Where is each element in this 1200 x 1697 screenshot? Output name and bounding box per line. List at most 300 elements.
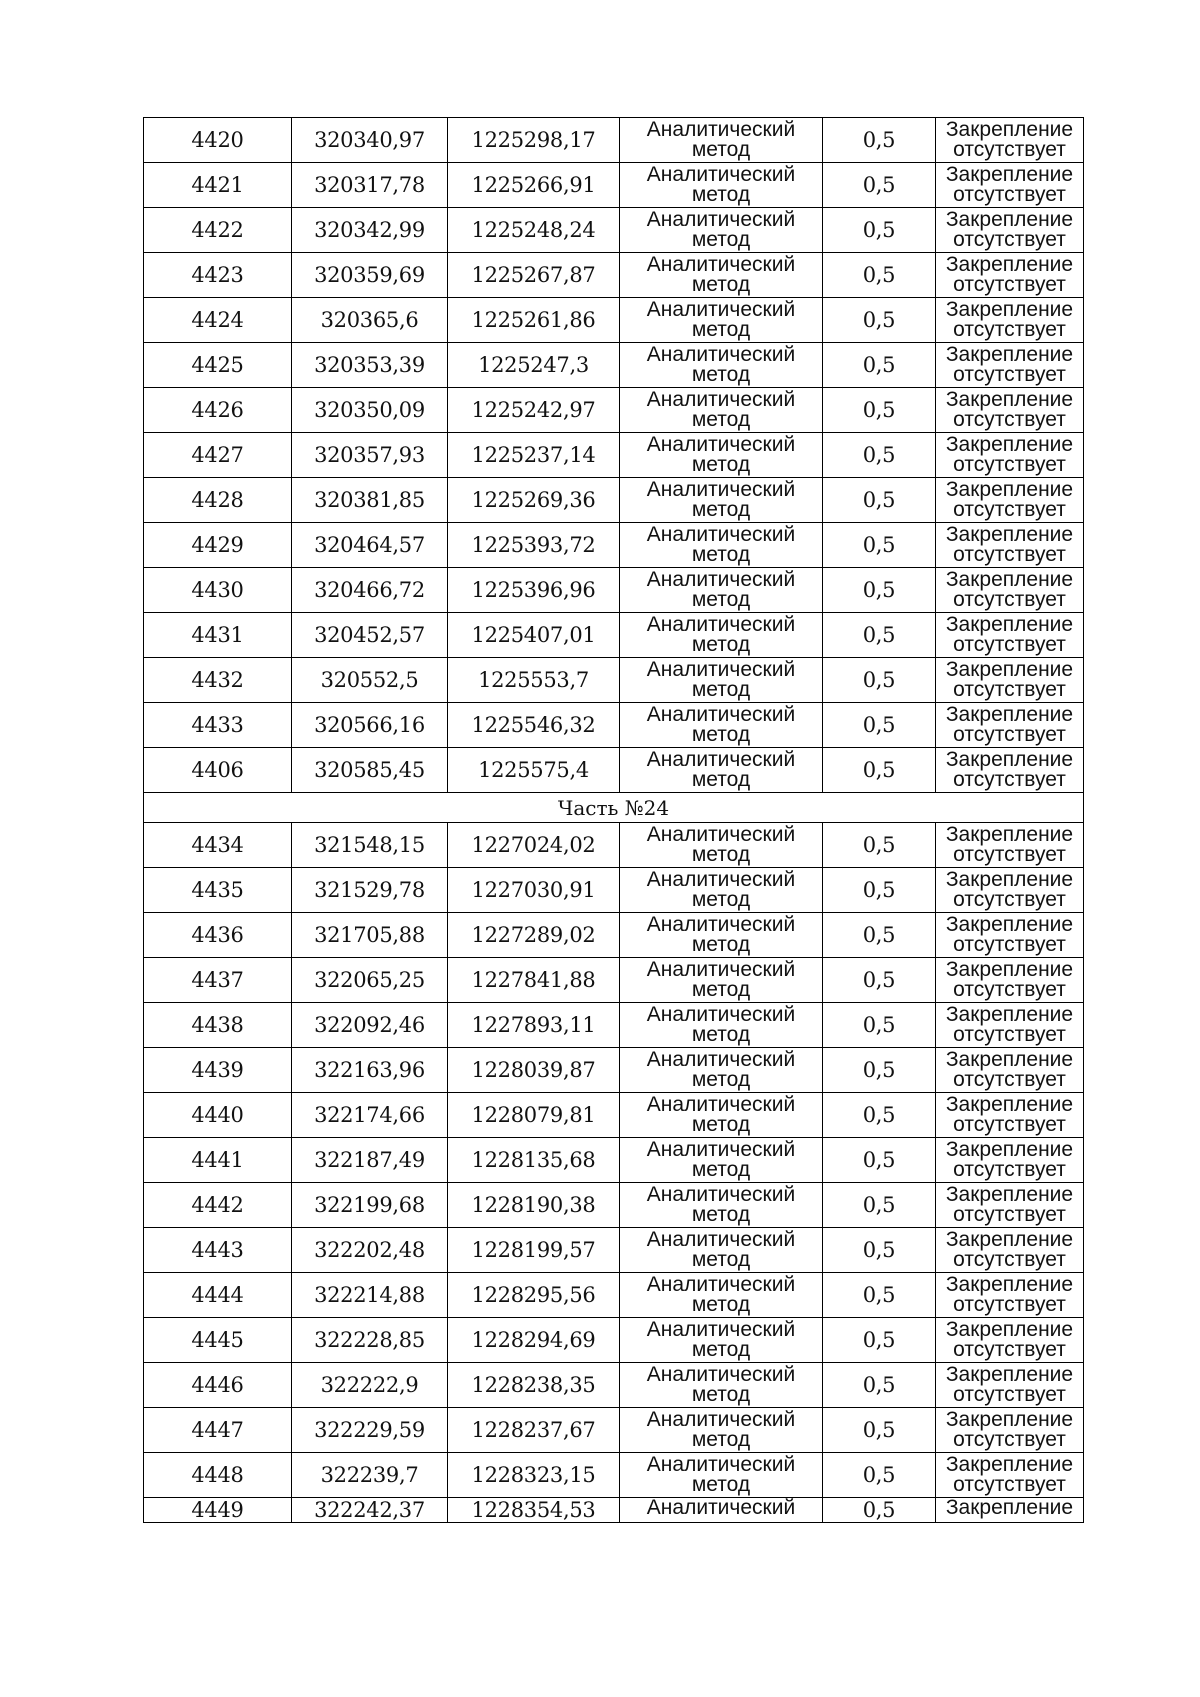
method-cell xyxy=(620,1498,823,1523)
method-line-2: метод xyxy=(691,888,751,911)
x-coordinate-cell: 320552,5 xyxy=(292,658,448,703)
point-number-cell: 4430 xyxy=(144,568,292,613)
x-coordinate-cell: 322163,96 xyxy=(292,1048,448,1093)
y-coordinate-cell: 1225267,87 xyxy=(448,253,620,298)
fixation-line-1: Закрепление xyxy=(945,523,1074,546)
fixation-line-1: Закрепление xyxy=(945,478,1074,501)
method-line-2: метод xyxy=(691,1203,751,1226)
method-cell xyxy=(620,868,823,913)
fixation-line-1: Закрепление xyxy=(945,913,1074,936)
method-line-1: Аналитический xyxy=(646,1093,796,1116)
fixation-cell xyxy=(936,1273,1084,1318)
y-coordinate-cell: 1225396,96 xyxy=(448,568,620,613)
y-coordinate-cell: 1228295,56 xyxy=(448,1273,620,1318)
point-number-cell: 4440 xyxy=(144,1093,292,1138)
method-cell xyxy=(620,748,823,793)
precision-cell: 0,5 xyxy=(823,658,936,703)
method-line-2: метод xyxy=(691,723,751,746)
x-coordinate-cell: 322065,25 xyxy=(292,958,448,1003)
fixation-line-1: Закрепление xyxy=(945,1363,1074,1386)
x-coordinate-cell: 320466,72 xyxy=(292,568,448,613)
fixation-cell xyxy=(936,1408,1084,1453)
point-number-cell: 4443 xyxy=(144,1228,292,1273)
method-cell xyxy=(620,658,823,703)
fixation-line-2: отсутствует xyxy=(953,408,1066,431)
table-row xyxy=(144,1138,1084,1183)
method-line-2: метод xyxy=(691,1293,751,1316)
method-line-1: Аналитический xyxy=(646,868,796,891)
fixation-line-2: отсутствует xyxy=(953,273,1066,296)
method-cell xyxy=(620,1273,823,1318)
precision-cell: 0,5 xyxy=(823,748,936,793)
table-row xyxy=(144,343,1084,388)
method-cell xyxy=(620,343,823,388)
fixation-line-1: Закрепление xyxy=(945,958,1074,981)
table-row xyxy=(144,1498,1084,1523)
fixation-line-1: Закрепление xyxy=(945,1003,1074,1026)
y-coordinate-cell: 1225261,86 xyxy=(448,298,620,343)
method-line-1: Аналитический xyxy=(646,1228,796,1251)
table-row xyxy=(144,1048,1084,1093)
method-line-1: Аналитический xyxy=(646,388,796,411)
table-row xyxy=(144,703,1084,748)
method-line-1: Аналитический xyxy=(646,208,796,231)
fixation-cell xyxy=(936,958,1084,1003)
y-coordinate-cell: 1228323,15 xyxy=(448,1453,620,1498)
method-cell xyxy=(620,1408,823,1453)
table-row xyxy=(144,913,1084,958)
point-number-cell: 4422 xyxy=(144,208,292,253)
table-row xyxy=(144,1003,1084,1048)
fixation-cell xyxy=(936,1363,1084,1408)
y-coordinate-cell: 1225247,3 xyxy=(448,343,620,388)
fixation-line-1: Закрепление xyxy=(945,253,1074,276)
precision-cell: 0,5 xyxy=(823,913,936,958)
precision-cell: 0,5 xyxy=(823,1138,936,1183)
fixation-line-1: Закрепление xyxy=(945,298,1074,321)
point-number-cell: 4420 xyxy=(144,118,292,163)
x-coordinate-cell: 320585,45 xyxy=(292,748,448,793)
precision-cell: 0,5 xyxy=(823,613,936,658)
x-coordinate-cell: 320381,85 xyxy=(292,478,448,523)
table-row xyxy=(144,1363,1084,1408)
method-line-1: Аналитический xyxy=(646,478,796,501)
method-line-1: Аналитический xyxy=(646,613,796,636)
coordinates-section-a xyxy=(144,118,1084,793)
fixation-cell xyxy=(936,568,1084,613)
coordinates-section-last xyxy=(144,1498,1084,1523)
table-row xyxy=(144,868,1084,913)
fixation-line-1: Закрепление xyxy=(945,388,1074,411)
x-coordinate-cell: 320350,09 xyxy=(292,388,448,433)
point-number-cell: 4427 xyxy=(144,433,292,478)
coordinates-section-b xyxy=(144,823,1084,1498)
fixation-cell xyxy=(936,1228,1084,1273)
point-number-cell: 4406 xyxy=(144,748,292,793)
table-row xyxy=(144,163,1084,208)
coordinates-table xyxy=(143,117,1084,1523)
precision-cell: 0,5 xyxy=(823,1093,936,1138)
table-row xyxy=(144,253,1084,298)
y-coordinate-cell: 1228039,87 xyxy=(448,1048,620,1093)
table-row xyxy=(144,823,1084,868)
precision-cell: 0,5 xyxy=(823,253,936,298)
point-number-cell: 4435 xyxy=(144,868,292,913)
precision-cell: 0,5 xyxy=(823,1498,936,1523)
method-line-2: метод xyxy=(691,1428,751,1451)
x-coordinate-cell: 320452,57 xyxy=(292,613,448,658)
fixation-cell xyxy=(936,208,1084,253)
method-line-2: метод xyxy=(691,633,751,656)
table-row xyxy=(144,748,1084,793)
precision-cell: 0,5 xyxy=(823,1183,936,1228)
point-number-cell: 4434 xyxy=(144,823,292,868)
method-line-1: Аналитический xyxy=(646,1138,796,1161)
fixation-line-2: отсутствует xyxy=(953,138,1066,161)
fixation-cell xyxy=(936,1093,1084,1138)
point-number-cell: 4429 xyxy=(144,523,292,568)
table-row xyxy=(144,118,1084,163)
fixation-cell xyxy=(936,913,1084,958)
fixation-cell xyxy=(936,163,1084,208)
fixation-line-2: отсутствует xyxy=(953,933,1066,956)
point-number-cell: 4424 xyxy=(144,298,292,343)
y-coordinate-cell: 1228354,53 xyxy=(448,1498,620,1523)
fixation-cell xyxy=(936,1048,1084,1093)
fixation-line-2: отсутствует xyxy=(953,498,1066,521)
fixation-cell xyxy=(936,823,1084,868)
method-line-1: Аналитический xyxy=(646,163,796,186)
fixation-line-2: отсутствует xyxy=(953,978,1066,1001)
method-line-1: Аналитический xyxy=(646,1318,796,1341)
y-coordinate-cell: 1225237,14 xyxy=(448,433,620,478)
part-heading-row xyxy=(144,793,1084,823)
fixation-line-1: Закрепление xyxy=(945,343,1074,366)
method-line-1: Аналитический xyxy=(646,568,796,591)
method-line-2: метод xyxy=(691,1473,751,1496)
fixation-cell xyxy=(936,1453,1084,1498)
fixation-cell xyxy=(936,1498,1084,1523)
y-coordinate-cell: 1227030,91 xyxy=(448,868,620,913)
method-line-2: метод xyxy=(691,678,751,701)
fixation-cell xyxy=(936,748,1084,793)
fixation-cell xyxy=(936,1003,1084,1048)
fixation-line-1: Закрепление xyxy=(945,208,1074,231)
fixation-line-2: отсутствует xyxy=(953,1068,1066,1091)
y-coordinate-cell: 1225298,17 xyxy=(448,118,620,163)
fixation-line-2: отсутствует xyxy=(953,588,1066,611)
method-cell xyxy=(620,703,823,748)
fixation-line-2: отсутствует xyxy=(953,1383,1066,1406)
method-cell xyxy=(620,1363,823,1408)
y-coordinate-cell: 1228135,68 xyxy=(448,1138,620,1183)
method-line-2: метод xyxy=(691,1338,751,1361)
x-coordinate-cell: 322239,7 xyxy=(292,1453,448,1498)
fixation-cell xyxy=(936,1318,1084,1363)
x-coordinate-cell: 322229,59 xyxy=(292,1408,448,1453)
method-line-1: Аналитический xyxy=(646,1363,796,1386)
table-row xyxy=(144,1453,1084,1498)
fixation-cell xyxy=(936,1183,1084,1228)
point-number-cell: 4449 xyxy=(144,1498,292,1523)
precision-cell: 0,5 xyxy=(823,1453,936,1498)
point-number-cell: 4448 xyxy=(144,1453,292,1498)
part-section xyxy=(144,793,1084,823)
point-number-cell: 4421 xyxy=(144,163,292,208)
fixation-line-2: отсутствует xyxy=(953,678,1066,701)
table-row xyxy=(144,433,1084,478)
y-coordinate-cell: 1228190,38 xyxy=(448,1183,620,1228)
y-coordinate-cell: 1225546,32 xyxy=(448,703,620,748)
x-coordinate-cell: 321705,88 xyxy=(292,913,448,958)
table-row xyxy=(144,1318,1084,1363)
fixation-line-2: отсутствует xyxy=(953,633,1066,656)
y-coordinate-cell: 1227289,02 xyxy=(448,913,620,958)
method-line-2: метод xyxy=(691,1248,751,1271)
point-number-cell: 4439 xyxy=(144,1048,292,1093)
x-coordinate-cell: 320365,6 xyxy=(292,298,448,343)
x-coordinate-cell: 320357,93 xyxy=(292,433,448,478)
table-row xyxy=(144,568,1084,613)
point-number-cell: 4423 xyxy=(144,253,292,298)
table-row xyxy=(144,388,1084,433)
method-cell xyxy=(620,1048,823,1093)
x-coordinate-cell: 320566,16 xyxy=(292,703,448,748)
point-number-cell: 4426 xyxy=(144,388,292,433)
method-line-1: Аналитический xyxy=(646,823,796,846)
method-line-2: метод xyxy=(691,843,751,866)
precision-cell: 0,5 xyxy=(823,1363,936,1408)
fixation-cell xyxy=(936,613,1084,658)
fixation-cell xyxy=(936,253,1084,298)
method-line-1: Аналитический xyxy=(646,253,796,276)
method-line-2: метод xyxy=(691,1383,751,1406)
x-coordinate-cell: 320353,39 xyxy=(292,343,448,388)
method-line-2: метод xyxy=(691,588,751,611)
fixation-line-2: отсутствует xyxy=(953,843,1066,866)
x-coordinate-cell: 322187,49 xyxy=(292,1138,448,1183)
point-number-cell: 4447 xyxy=(144,1408,292,1453)
point-number-cell: 4442 xyxy=(144,1183,292,1228)
y-coordinate-cell: 1225575,4 xyxy=(448,748,620,793)
method-line-2: метод xyxy=(691,1113,751,1136)
method-line-1: Аналитический xyxy=(646,1408,796,1431)
method-line-1: Аналитический xyxy=(646,343,796,366)
table-row xyxy=(144,658,1084,703)
fixation-line-1: Закрепление xyxy=(945,1138,1074,1161)
table-row xyxy=(144,958,1084,1003)
method-cell xyxy=(620,1138,823,1183)
fixation-line-2: отсутствует xyxy=(953,318,1066,341)
method-cell xyxy=(620,388,823,433)
fixation-cell xyxy=(936,433,1084,478)
x-coordinate-cell: 320342,99 xyxy=(292,208,448,253)
fixation-line-1: Закрепление xyxy=(945,1318,1074,1341)
x-coordinate-cell: 321548,15 xyxy=(292,823,448,868)
y-coordinate-cell: 1227893,11 xyxy=(448,1003,620,1048)
x-coordinate-cell: 321529,78 xyxy=(292,868,448,913)
fixation-line-1: Закрепление xyxy=(945,1228,1074,1251)
method-line-2: метод xyxy=(691,1158,751,1181)
fixation-line-1: Закрепление xyxy=(945,823,1074,846)
fixation-line-1: Закрепление xyxy=(945,1048,1074,1071)
table-row xyxy=(144,1228,1084,1273)
point-number-cell: 4441 xyxy=(144,1138,292,1183)
y-coordinate-cell: 1225242,97 xyxy=(448,388,620,433)
method-line-1: Аналитический xyxy=(646,1048,796,1071)
precision-cell: 0,5 xyxy=(823,1318,936,1363)
method-cell xyxy=(620,568,823,613)
point-number-cell: 4437 xyxy=(144,958,292,1003)
fixation-line-1: Закрепление xyxy=(945,1093,1074,1116)
method-line-2: метод xyxy=(691,138,751,161)
method-cell xyxy=(620,1453,823,1498)
table-row xyxy=(144,1183,1084,1228)
method-line-1: Аналитический xyxy=(646,748,796,771)
precision-cell: 0,5 xyxy=(823,388,936,433)
point-number-cell: 4425 xyxy=(144,343,292,388)
precision-cell: 0,5 xyxy=(823,868,936,913)
precision-cell: 0,5 xyxy=(823,958,936,1003)
fixation-cell xyxy=(936,343,1084,388)
method-line-2: метод xyxy=(691,933,751,956)
y-coordinate-cell: 1227841,88 xyxy=(448,958,620,1003)
y-coordinate-cell: 1227024,02 xyxy=(448,823,620,868)
method-line-1: Аналитический xyxy=(646,298,796,321)
fixation-line-1: Закрепление xyxy=(945,613,1074,636)
x-coordinate-cell: 320317,78 xyxy=(292,163,448,208)
table-row xyxy=(144,523,1084,568)
method-cell xyxy=(620,253,823,298)
part-heading: Часть №24 xyxy=(144,793,1084,823)
precision-cell: 0,5 xyxy=(823,163,936,208)
method-cell xyxy=(620,433,823,478)
method-line-1: Аналитический xyxy=(646,658,796,681)
fixation-line-2: отсутствует xyxy=(953,453,1066,476)
fixation-line-2: отсутствует xyxy=(953,183,1066,206)
x-coordinate-cell: 322214,88 xyxy=(292,1273,448,1318)
precision-cell: 0,5 xyxy=(823,568,936,613)
method-cell xyxy=(620,823,823,868)
y-coordinate-cell: 1228294,69 xyxy=(448,1318,620,1363)
fixation-line-1: Закрепление xyxy=(945,568,1074,591)
method-line-2: метод xyxy=(691,498,751,521)
x-coordinate-cell: 320340,97 xyxy=(292,118,448,163)
point-number-cell: 4438 xyxy=(144,1003,292,1048)
y-coordinate-cell: 1225266,91 xyxy=(448,163,620,208)
precision-cell: 0,5 xyxy=(823,1003,936,1048)
method-cell xyxy=(620,163,823,208)
y-coordinate-cell: 1225248,24 xyxy=(448,208,620,253)
method-cell xyxy=(620,613,823,658)
x-coordinate-cell: 322228,85 xyxy=(292,1318,448,1363)
precision-cell: 0,5 xyxy=(823,118,936,163)
method-line-2: метод xyxy=(691,408,751,431)
fixation-cell xyxy=(936,478,1084,523)
precision-cell: 0,5 xyxy=(823,1048,936,1093)
fixation-cell xyxy=(936,1138,1084,1183)
method-line-1: Аналитический xyxy=(646,1273,796,1296)
method-cell xyxy=(620,958,823,1003)
x-coordinate-cell: 322092,46 xyxy=(292,1003,448,1048)
fixation-line-1: Закрепление xyxy=(945,1273,1074,1296)
point-number-cell: 4436 xyxy=(144,913,292,958)
fixation-line-2: отсутствует xyxy=(953,543,1066,566)
method-cell xyxy=(620,208,823,253)
fixation-line-1: Закрепление xyxy=(945,1453,1074,1476)
method-line-2: метод xyxy=(691,363,751,386)
y-coordinate-cell: 1228199,57 xyxy=(448,1228,620,1273)
fixation-line-2: отсутствует xyxy=(953,1158,1066,1181)
x-coordinate-cell: 322174,66 xyxy=(292,1093,448,1138)
fixation-line-2: отсутствует xyxy=(953,768,1066,791)
fixation-cell xyxy=(936,703,1084,748)
point-number-cell: 4444 xyxy=(144,1273,292,1318)
fixation-line-1: Закрепление xyxy=(945,1497,1074,1519)
method-cell xyxy=(620,1318,823,1363)
x-coordinate-cell: 322242,37 xyxy=(292,1498,448,1523)
fixation-cell xyxy=(936,523,1084,568)
table-row xyxy=(144,1273,1084,1318)
precision-cell: 0,5 xyxy=(823,298,936,343)
precision-cell: 0,5 xyxy=(823,823,936,868)
fixation-line-2: отсутствует xyxy=(953,1023,1066,1046)
fixation-line-1: Закрепление xyxy=(945,1183,1074,1206)
y-coordinate-cell: 1225269,36 xyxy=(448,478,620,523)
x-coordinate-cell: 320464,57 xyxy=(292,523,448,568)
method-line-2: метод xyxy=(691,273,751,296)
precision-cell: 0,5 xyxy=(823,703,936,748)
method-line-1: Аналитический xyxy=(646,913,796,936)
method-cell xyxy=(620,523,823,568)
method-line-1: Аналитический xyxy=(646,523,796,546)
precision-cell: 0,5 xyxy=(823,343,936,388)
fixation-line-2: отсутствует xyxy=(953,1113,1066,1136)
x-coordinate-cell: 322222,9 xyxy=(292,1363,448,1408)
method-line-2: метод xyxy=(691,1023,751,1046)
y-coordinate-cell: 1225553,7 xyxy=(448,658,620,703)
fixation-line-2: отсутствует xyxy=(953,723,1066,746)
method-cell xyxy=(620,1003,823,1048)
method-line-2: метод xyxy=(691,1068,751,1091)
precision-cell: 0,5 xyxy=(823,523,936,568)
table-row xyxy=(144,1408,1084,1453)
x-coordinate-cell: 320359,69 xyxy=(292,253,448,298)
fixation-line-2: отсутствует xyxy=(953,1338,1066,1361)
fixation-line-1: Закрепление xyxy=(945,868,1074,891)
table-row xyxy=(144,208,1084,253)
method-cell xyxy=(620,118,823,163)
y-coordinate-cell: 1225407,01 xyxy=(448,613,620,658)
method-cell xyxy=(620,1093,823,1138)
point-number-cell: 4428 xyxy=(144,478,292,523)
fixation-line-1: Закрепление xyxy=(945,1408,1074,1431)
point-number-cell: 4431 xyxy=(144,613,292,658)
fixation-line-2: отсутствует xyxy=(953,1203,1066,1226)
precision-cell: 0,5 xyxy=(823,1273,936,1318)
fixation-line-1: Закрепление xyxy=(945,163,1074,186)
precision-cell: 0,5 xyxy=(823,478,936,523)
method-line-2: метод xyxy=(691,228,751,251)
method-line-1: Аналитический xyxy=(646,118,796,141)
y-coordinate-cell: 1228079,81 xyxy=(448,1093,620,1138)
method-line-2: метод xyxy=(691,543,751,566)
fixation-line-1: Закрепление xyxy=(945,118,1074,141)
method-line-1: Аналитический xyxy=(646,1183,796,1206)
method-line-2: метод xyxy=(691,978,751,1001)
table-row xyxy=(144,1093,1084,1138)
fixation-cell xyxy=(936,388,1084,433)
